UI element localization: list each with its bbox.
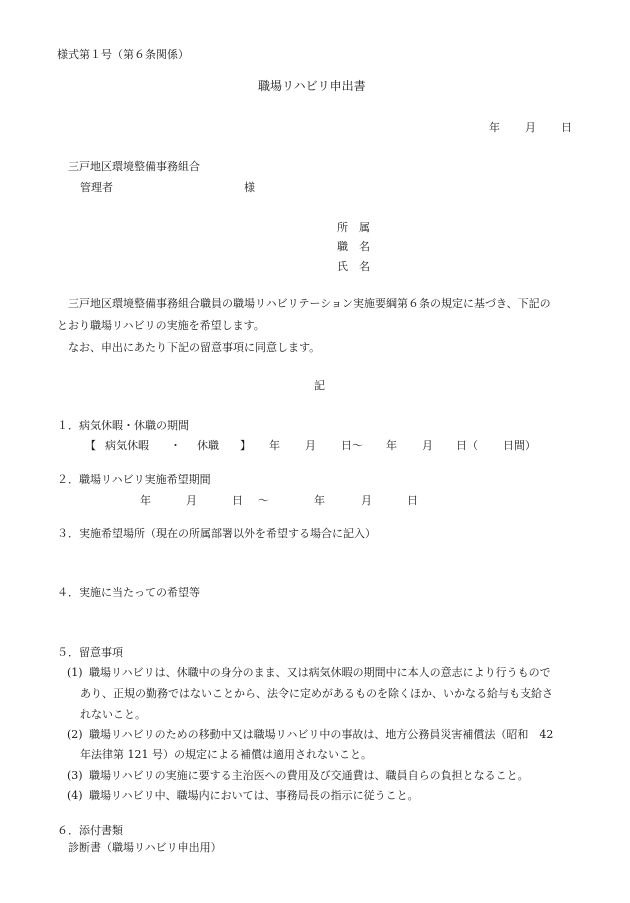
date-day: 日 [561, 121, 572, 134]
section-5-heading: ５．留意事項 [57, 646, 123, 659]
end-year: 年 [386, 439, 397, 452]
note-3-text: 職場リハビリの実施に要する主治医への費用及び交通費は、職員自らの負担となること。 [89, 769, 529, 782]
section-1-heading: １．病気休暇・休職の期間 [57, 419, 189, 432]
date-year: 年 [489, 121, 500, 134]
addressee-manager: 管理者 [80, 181, 113, 194]
bracket-close: 】 [240, 439, 251, 452]
affiliation-label: 所 属 [337, 221, 370, 234]
date-month: 月 [525, 121, 536, 134]
period-start-year: 年 [140, 494, 151, 507]
attachment-item: 診断書（職場リハビリ申出用） [68, 841, 222, 854]
period-end-day: 日 [407, 494, 418, 507]
period-start-day: 日 [232, 494, 243, 507]
start-year: 年 [269, 439, 280, 452]
section-2-heading: ２．職場リハビリ実施希望期間 [57, 473, 211, 486]
note-1-line-2: あり、正規の勤務ではないことから、法令に定めがあるものを除くほか、いかなる給与も支給さ [80, 687, 553, 700]
period-end-year: 年 [314, 494, 325, 507]
position-label: 職 名 [337, 240, 370, 253]
note-1-line-1: 職場リハビリは、休職中の身分のまま、又は病気休暇の期間中に本人の意志により行うもので [89, 666, 551, 679]
form-label: 様式第１号（第６条関係） [57, 48, 189, 61]
note-1-line-3: れないこと。 [80, 708, 146, 721]
ki-heading: 記 [314, 379, 325, 392]
section-4-heading: ４．実施に当たっての希望等 [57, 586, 200, 599]
bracket-open: 【 [85, 439, 96, 452]
note-3-number: (3) [67, 769, 83, 782]
note-4-number: (4) [67, 789, 83, 802]
note-2-number: (2) [67, 728, 83, 741]
period-end-month: 月 [361, 494, 372, 507]
document-title: 職場リハビリ申出書 [258, 79, 366, 93]
option-separator: ・ [170, 439, 181, 452]
section-3-heading: ３．実施希望場所（現在の所属部署以外を希望する場合に記入） [57, 527, 376, 540]
note-2-line-1: 職場リハビリのための移動中又は職場リハビリ中の事故は、地方公務員災害補償法（昭和 42 [89, 728, 554, 741]
note-4-text: 職場リハビリ中、職場内においては、事務局長の指示に従うこと。 [89, 789, 419, 802]
option-leave-of-absence: 休職 [197, 439, 219, 452]
day-count: 日間） [503, 439, 536, 452]
intro-line-2: とおり職場リハビリの実施を希望します。 [57, 319, 265, 332]
intro-line-3: なお、申出にあたり下記の留意事項に同意します。 [68, 341, 321, 354]
note-2-line-2: 年法律第 121 号）の規定による補償は適用されないこと。 [80, 748, 372, 761]
note-1-number: (1) [67, 666, 83, 679]
period-tilde: ～ [258, 494, 269, 507]
period-start-month: 月 [186, 494, 197, 507]
addressee-honorific: 様 [244, 181, 255, 194]
end-day: 日（ [456, 439, 478, 452]
addressee-org: 三戸地区環境整備事務組合 [68, 160, 200, 173]
end-month: 月 [422, 439, 433, 452]
intro-line-1: 三戸地区環境整備事務組合職員の職場リハビリテーション実施要綱第６条の規定に基づき、下記の [68, 297, 551, 310]
section-6-heading: ６．添付書類 [57, 824, 123, 837]
name-label: 氏 名 [337, 260, 370, 273]
option-sick-leave: 病気休暇 [105, 439, 149, 452]
start-month: 月 [305, 439, 316, 452]
start-day: 日～ [341, 439, 363, 452]
